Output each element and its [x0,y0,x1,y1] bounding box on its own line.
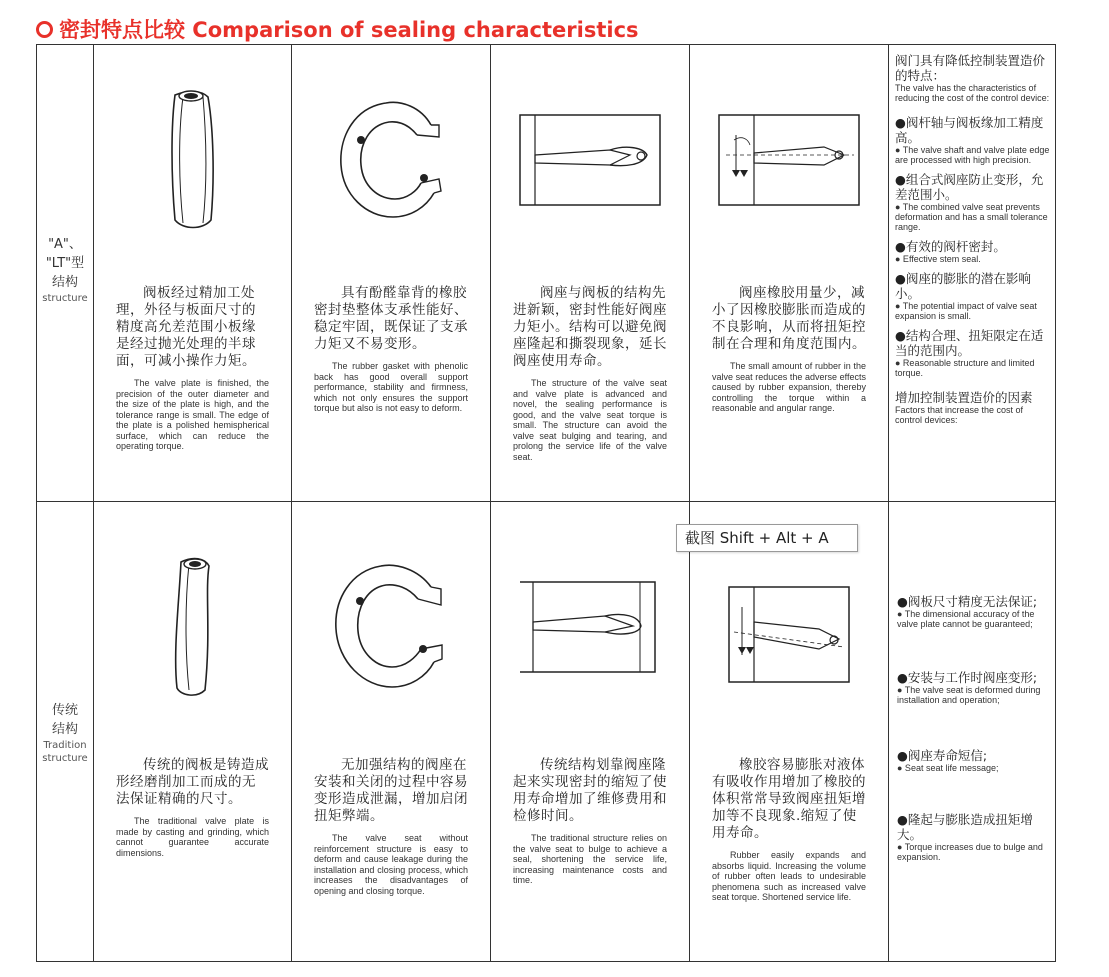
seat-torque-icon [714,105,864,215]
row-label-tradition [37,701,93,765]
side-item-zh: 阀门具有降低控制装置造价的特点： [895,53,1046,83]
desc-zh: 阀板经过精加工处理，外径与板面尺寸的精度高允差范围小板缘是经过抛光处理的半球面，可减小操作力矩。 [116,285,256,369]
side-item-zh: ●阀板尺寸精度无法保证; [897,594,1038,609]
side-item-zh: ●阀座的膨胀的潜在影响小。 [895,271,1031,301]
valve-plate-icon [153,552,233,702]
seat-bulge-illustration [491,502,689,752]
side-item-en: ● Reasonable structure and limited torque. [895,358,1035,378]
seat-section-icon [515,105,665,215]
desc-zh: 传统结构划靠阀座隆起来实现密封的缩短了使用寿命增加了维修费用和检修时间。 [513,757,667,824]
cell-description [712,757,866,903]
circle-bullet-icon [36,21,53,38]
side-item-zh: ●有效的阀杆密封。 [895,239,1006,254]
desc-zh: 传统的阀板是铸造成形经磨削加工而成的无法保证精确的尺寸。 [116,757,269,807]
side-item [895,239,1051,264]
cell-description [314,285,468,414]
side-item [895,271,1051,321]
row-label-en: Tradition structure [42,740,88,764]
cell-a-rubber-amount [690,45,888,501]
side-item-en: Factors that increase the cost of control devices: [895,405,1024,425]
side-item [895,115,1051,165]
side-item-en: ● The valve seat is deformed during installation and operation; [897,685,1041,705]
desc-en: The valve plate is finished, the precision of the outer diameter and the size of the plate is high, and the tolerance range is small. The edge of the plate is a polished hemispherical surface, which can reduce the operating torque. [116,378,269,451]
side-item-zh: ●结构合理、扭矩限定在适当的范围内。 [895,328,1044,358]
seat-bulge-icon [515,572,665,682]
desc-en: Rubber easily expands and absorbs liquid. Increasing the volume of rubber often leads to undesirable phenomena such as increased valve seat torque. Shortened service life. [712,850,866,902]
cell-t-seat-bulge [491,502,689,962]
cell-t-rubber-expansion [690,502,888,962]
row-label-a-lt [37,235,93,305]
side-item-zh: ●安装与工作时阀座变形; [897,670,1038,685]
side-item [895,172,1051,232]
side-item [897,812,1051,862]
cell-a-rubber-gasket [292,45,490,501]
row-label-en: structure [42,293,88,304]
cell-a-seat-plate [491,45,689,501]
side-item [897,670,1051,705]
desc-en: The rubber gasket with phenolic back has good overall support performance, stability and firmness, which not only ensures the support torque but also is not easy to deform. [314,361,468,413]
desc-en: The valve seat without reinforcement structure is easy to deform and cause leakage during the installation and closing process, which increases the disadvantages of opening and closing torque. [314,833,468,896]
side-item [897,594,1051,629]
side-disadvantages [889,502,1057,962]
cell-t-valve-plate [94,502,291,962]
comparison-table [36,44,1056,962]
side-item [897,748,1051,773]
side-advantages [889,45,1057,501]
side-item-en: ● The potential impact of valve seat expansion is small. [895,301,1037,321]
page-title-text: 密封特点比较 Comparison of sealing characteristics [59,18,639,42]
seat-illustration [292,502,490,752]
page-title [36,14,639,44]
side-item-en: ● Seat seat life message; [897,763,999,773]
rubber-amount-illustration [690,45,888,275]
side-item-zh: ●组合式阀座防止变形，允差范围小。 [895,172,1044,202]
cell-description [314,757,468,896]
seat-expansion-icon [724,567,854,687]
valve-plate-icon [153,85,233,235]
desc-zh: 阀座与阀板的结构先进新颖，密封性能好阀座力矩小。结构可以避免阀座隆起和撕裂现象，延长阀座使用寿命。 [513,285,667,369]
side-item-zh: ●阀杆轴与阀板缘加工精度高。 [895,115,1044,145]
side-item-en: ● The valve shaft and valve plate edge are processed with high precision. [895,145,1050,165]
side-item-en: ● The dimensional accuracy of the valve plate cannot be guaranteed; [897,609,1035,629]
side-item-en: ● Torque increases due to bulge and expansion. [897,842,1043,862]
seat-plate-illustration [491,45,689,275]
desc-en: The small amount of rubber in the valve seat reduces the adverse effects caused by rubber expansion, thereby controlling the torque within a reasonable and angular range. [712,361,866,413]
side-item [895,390,1051,425]
side-item-zh: 增加控制装置造价的因素 [895,390,1033,405]
seat-ring-icon [326,557,456,697]
valve-plate-illustration [94,45,291,275]
screenshot-shortcut-tooltip: 截图 Shift + Alt + A [676,524,858,552]
side-item [895,328,1051,378]
cell-description [116,757,269,858]
side-item-en: ● Effective stem seal. [895,254,981,264]
desc-zh: 阀座橡胶用量少，减小了因橡胶膨胀而造成的不良影响，从而将扭矩控制在合理和角度范围内。 [712,285,866,352]
side-item [895,53,1051,103]
cell-t-seat [292,502,490,962]
side-item-zh: ●隆起与膨胀造成扭矩增大。 [897,812,1033,842]
side-item-zh: ●阀座寿命短信; [897,748,988,763]
gasket-illustration [292,45,490,275]
side-item-en: ● The combined valve seat prevents deformation and has a small tolerance range. [895,202,1048,232]
desc-en: The traditional structure relies on the valve seat to bulge to achieve a seal, shortening the service life, increasing maintenance costs and time. [513,833,667,885]
cell-description [116,285,269,452]
cell-a-valve-plate [94,45,291,501]
row-label-zh: 传统 结构 [51,703,78,737]
desc-en: The traditional valve plate is made by casting and grinding, which cannot guarantee accurate dimensions. [116,816,269,858]
gasket-ring-icon [331,95,451,225]
desc-en: The structure of the valve seat and valve plate is advanced and novel, the sealing performance is good, and the valve seat torque is small. The structure can avoid the valve seat bulging and tearing, and prolong the service life of the valve seat. [513,378,667,462]
row-label-zh: "A"、 "LT"型 结构 [45,237,85,290]
valve-plate-illustration [94,502,291,752]
desc-zh: 无加强结构的阀座在安装和关闭的过程中容易变形造成泄漏，增加启闭扭矩弊端。 [314,757,468,824]
cell-description [513,285,667,462]
cell-description [712,285,866,414]
cell-description [513,757,667,886]
desc-zh: 橡胶容易膨胀对液体有吸收作用增加了橡胶的体积常常导致阀座扭矩增加等不良现象.缩短了使用寿命。 [712,757,866,841]
desc-zh: 具有酚醛靠背的橡胶密封垫整体支承性能好、稳定牢固，既保证了支承力矩又不易变形。 [314,285,468,352]
side-item-en: The valve has the characteristics of reducing the cost of the control device: [895,83,1050,103]
